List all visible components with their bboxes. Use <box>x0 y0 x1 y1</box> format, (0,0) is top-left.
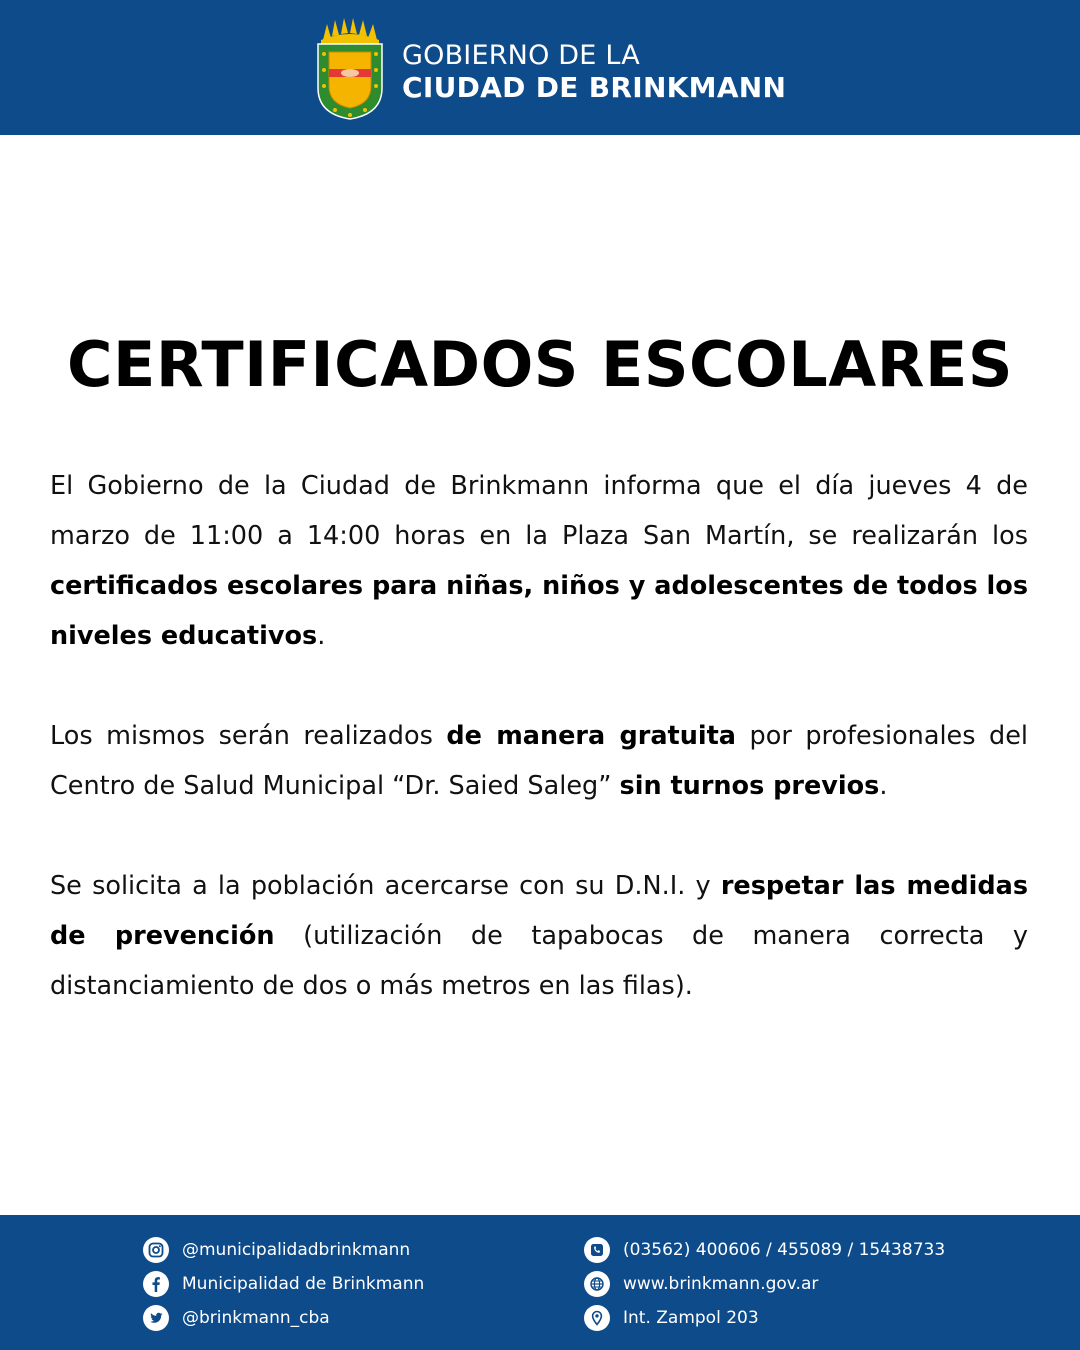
address-link[interactable] <box>584 1305 759 1331</box>
facebook-icon <box>143 1271 169 1297</box>
instagram-handle: @municipalidadbrinkmann <box>182 1240 411 1260</box>
organization-name-line2: CIUDAD DE BRINKMANN <box>402 71 787 104</box>
organization-name <box>402 40 786 104</box>
twitter-link[interactable] <box>143 1305 330 1331</box>
website-link[interactable] <box>584 1271 818 1297</box>
phone-icon <box>584 1237 610 1263</box>
page-title: CERTIFICADOS ESCOLARES <box>67 328 1013 401</box>
paragraph-event-details: El Gobierno de la Ciudad de Brinkmann informa que el día jueves 4 de marzo de 11:00 a 14:00 horas en la Plaza San Martín, se realizarán los certificados escolares para niñas, niños y adolescentes de todos los niveles educativos. <box>50 471 1028 651</box>
facebook-link[interactable] <box>143 1271 424 1297</box>
location-pin-icon <box>584 1305 610 1331</box>
phone-link[interactable] <box>584 1237 945 1263</box>
paragraph-requirements: Se solicita a la población acercarse con su D.N.I. y respetar las medidas de prevención (utilización de tapabocas de manera correcta y distanciamiento de dos o más metros en las filas). <box>50 871 1028 1001</box>
organization-name-line1: GOBIERNO DE LA <box>402 40 640 71</box>
street-address: Int. Zampol 203 <box>623 1308 759 1328</box>
facebook-page-name: Municipalidad de Brinkmann <box>182 1274 425 1294</box>
website-url: www.brinkmann.gov.ar <box>623 1274 819 1294</box>
city-coat-of-arms-icon <box>315 18 385 120</box>
instagram-link[interactable] <box>143 1237 410 1263</box>
globe-icon <box>584 1271 610 1297</box>
header-banner <box>0 0 1080 135</box>
phone-numbers: (03562) 400606 / 455089 / 15438733 <box>623 1240 946 1260</box>
instagram-icon <box>143 1237 169 1263</box>
twitter-icon <box>143 1305 169 1331</box>
paragraph-free-service: Los mismos serán realizados de manera gratuita por profesionales del Centro de Salud Municipal “Dr. Saied Saleg” sin turnos previos. <box>50 721 1028 801</box>
twitter-handle: @brinkmann_cba <box>182 1308 330 1328</box>
footer-contact-bar <box>0 1215 1080 1350</box>
announcement-body <box>50 461 1028 1061</box>
